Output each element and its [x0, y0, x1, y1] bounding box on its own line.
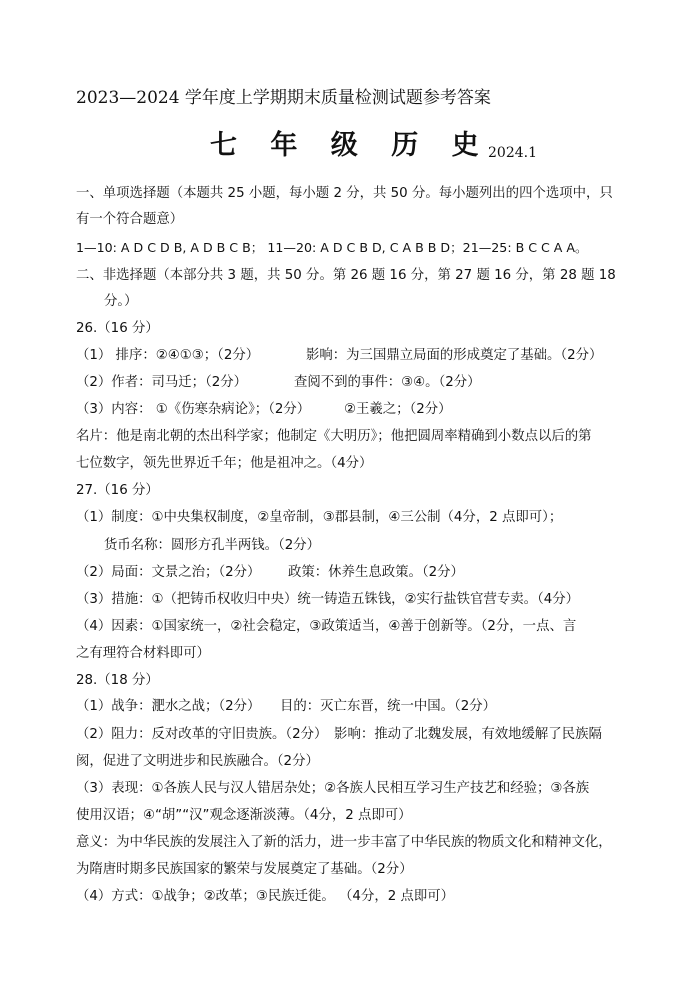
q27-answer4-line2: 之有理符合材料即可） [76, 646, 210, 661]
q26-title: 26.（16 分） [76, 321, 159, 336]
q28-answer1-right: 目的：灭亡东晋，统一中国。（2分） [280, 699, 497, 714]
q28-answer2-line2: 阂，促进了文明进步和民族融合。（2分） [76, 754, 319, 769]
q28-title: 28.（18 分） [76, 673, 159, 688]
q28-answer4: （4）方式：①战争；②改革；③民族迁徙。 （4分，2 点即可） [76, 889, 455, 904]
q28-answer3-line2: 使用汉语；④“胡”“汉”观念逐渐淡薄。（4分，2 点即可） [76, 808, 412, 823]
q26-answer2-right: 查阅不到的事件：③④。（2分） [294, 375, 481, 390]
part2-heading-line1: 二、非选择题（本部分共 3 题，共 50 分。第 26 题 16 分，第 27 题 16 分，第 28 题 18 [76, 268, 616, 283]
q27-answer2-right: 政策：休养生息政策。（2分） [288, 565, 464, 580]
exam-date: 2024.1 [488, 145, 537, 161]
q28-answer2-line1: （2）阻力：反对改革的守旧贵族。（2分） 影响：推动了北魏发展，有效地缓解了民族隔 [76, 727, 602, 742]
q27-answer4-line1: （4）因素：①国家统一，②社会稳定，③政策适当，④善于创新等。（2分，一点、言 [76, 619, 577, 634]
q27-answer1-line2: 货币名称：圆形方孔半两钱。（2分） [104, 538, 321, 553]
q26-answer3-right: ②王羲之；（2分） [344, 402, 452, 417]
subject-title: 七 年 级 历 史 [210, 130, 491, 161]
part1-heading-line2: 有一个符合题意） [76, 212, 184, 227]
document-title: 2023—2024 学年度上学期期末质量检测试题参考答案 [76, 88, 491, 108]
q26-card-line1: 名片：他是南北朝的杰出科学家；他制定《大明历》；他把圆周率精确到小数点以后的第 [76, 429, 592, 444]
q26-answer2-left: （2）作者：司马迁；（2分） [76, 375, 248, 390]
q28-meaning-line2: 为隋唐时期多民族国家的繁荣与发展奠定了基础。（2分） [76, 862, 413, 877]
q26-answer3-left: （3）内容： ①《伤寒杂病论》；（2分） [76, 402, 311, 417]
q27-answer2-left: （2）局面：文景之治；（2分） [76, 565, 261, 580]
q26-card-line2: 七位数字，领先世界近千年；他是祖冲之。（4分） [76, 456, 373, 471]
q28-meaning-line1: 意义：为中华民族的发展注入了新的活力，进一步丰富了中华民族的物质文化和精神文化， [76, 835, 612, 850]
q27-answer1-line1: （1）制度：①中央集权制度，②皇帝制，③郡县制，④三公制（4分，2 点即可）； [76, 510, 563, 525]
part1-answers: 1—10: A D C D B, A D B C B； 11—20: A D C B D, C A B B D；21—25: B C C A A。 [76, 240, 588, 255]
q28-answer3-line1: （3）表现：①各族人民与汉人错居杂处；②各族人民相互学习生产技艺和经验；③各族 [76, 781, 590, 796]
q26-answer1-right: 影响：为三国鼎立局面的形成奠定了基础。（2分） [306, 348, 603, 363]
part1-heading-line1: 一、单项选择题（本题共 25 小题，每小题 2 分，共 50 分。每小题列出的四个选项中，只 [76, 186, 613, 201]
q28-answer1-left: （1）战争：淝水之战；（2分） [76, 699, 261, 714]
q27-answer3: （3）措施：①（把铸币权收归中央）统一铸造五铢钱，②实行盐铁官营专卖。（4分） [76, 592, 580, 607]
part2-heading-line2: 分。） [104, 294, 138, 309]
q27-title: 27.（16 分） [76, 483, 159, 498]
q26-answer1-left: （1） 排序：②④①③；（2分） [76, 348, 260, 363]
